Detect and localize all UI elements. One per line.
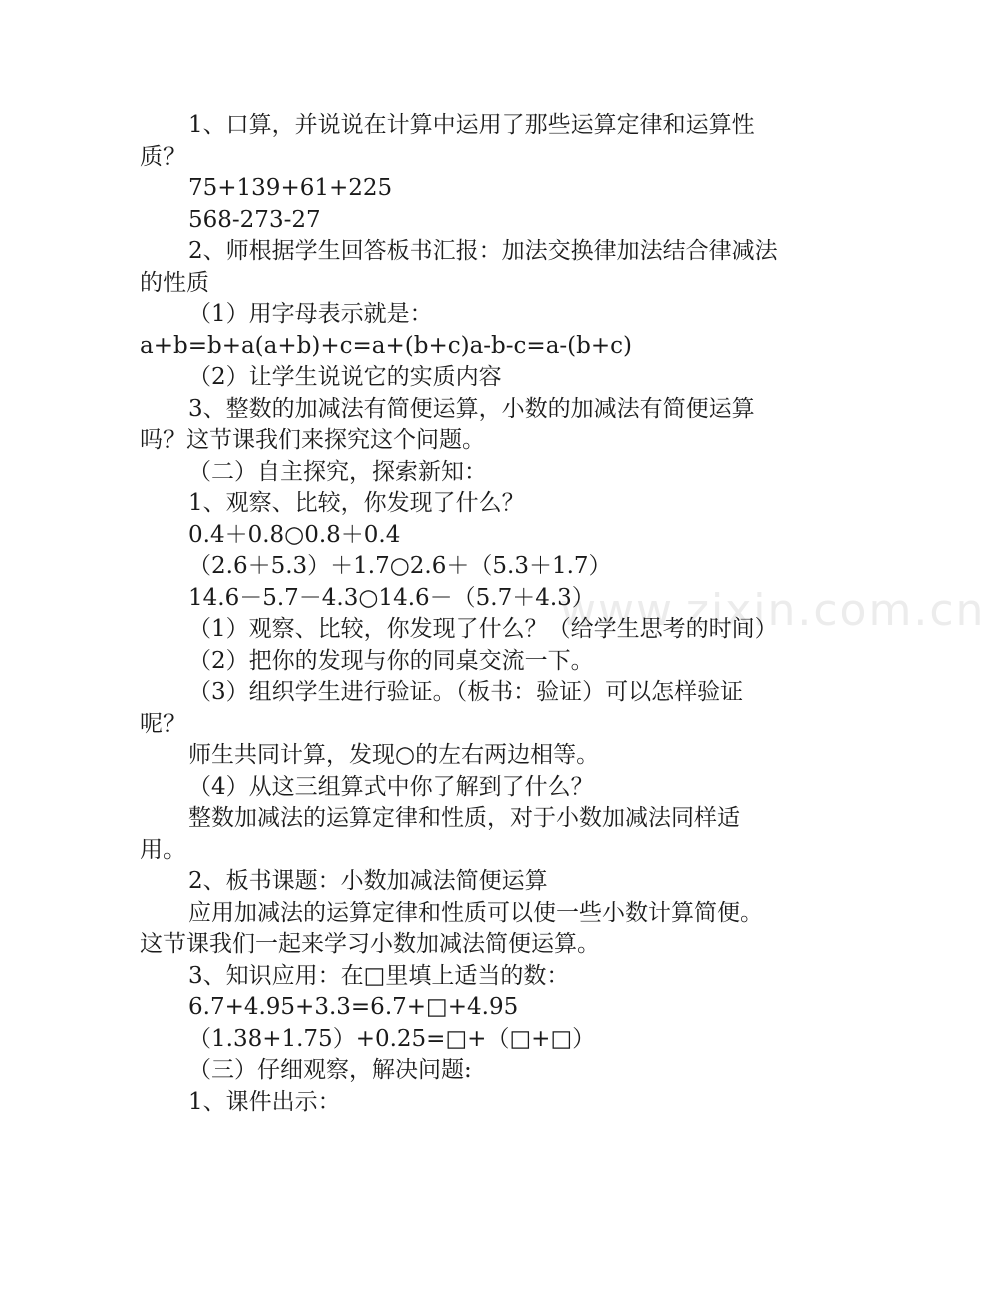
paragraph: 75+139+61+225: [188, 175, 393, 201]
paragraph: （二）自主探究，探索新知：: [188, 458, 487, 485]
paragraph: 师生共同计算，发现○的左右两边相等。: [188, 742, 600, 768]
paragraph: 3、知识应用：在□里填上适当的数：: [188, 962, 570, 989]
paragraph: 14.6－5.7－4.3○14.6－（5.7＋4.3）: [188, 584, 595, 611]
paragraph: （2）让学生说说它的实质内容: [188, 364, 502, 390]
paragraph: （三）仔细观察，解决问题:: [188, 1057, 472, 1083]
paragraph: （2.6＋5.3）＋1.7○2.6＋（5.3＋1.7）: [188, 553, 612, 579]
paragraph: 1、口算，并说说在计算中运用了那些运算定律和运算性质？: [140, 112, 755, 170]
paragraph: （1.38+1.75）+0.25=□+（□+□）: [188, 1025, 596, 1052]
paragraph: 6.7+4.95+3.3=6.7+□+4.95: [188, 994, 519, 1020]
paragraph: 1、观察、比较，你发现了什么？: [188, 490, 525, 516]
paragraph: 应用加减法的运算定律和性质可以使一些小数计算简便。这节课我们一起来学习小数加减法简便运算。: [140, 899, 763, 957]
paragraph: 2、师根据学生回答板书汇报：加法交换律加法结合律减法的性质: [140, 238, 778, 296]
paragraph: （3）组织学生进行验证。（板书：验证）可以怎样验证呢？: [140, 679, 744, 737]
paragraph: 1、课件出示：: [188, 1088, 341, 1115]
paragraph: a+b=b+a(a+b)+c=a+(b+c)a-b-c=a-(b+c): [140, 332, 633, 359]
paragraph: 0.4＋0.8○0.8＋0.4: [188, 521, 401, 548]
document-body: [140, 110, 785, 1118]
paragraph: 3、整数的加减法有简便运算，小数的加减法有简便运算吗？这节课我们来探究这个问题。: [140, 395, 755, 453]
paragraph: （1）观察、比较，你发现了什么？（给学生思考的时间）: [188, 616, 778, 642]
paragraph: （4）从这三组算式中你了解到了什么？: [188, 773, 594, 800]
paragraph: （1）用字母表示就是：: [188, 301, 433, 327]
paragraph: （2）把你的发现与你的同桌交流一下。: [188, 647, 594, 674]
watermark: www.zixin.com.cn: [560, 585, 985, 636]
paragraph: 整数加减法的运算定律和性质，对于小数加减法同样适用。: [140, 805, 740, 863]
paragraph: 2、板书课题：小数加减法简便运算: [188, 868, 548, 894]
paragraph: 568-273-27: [188, 206, 321, 233]
